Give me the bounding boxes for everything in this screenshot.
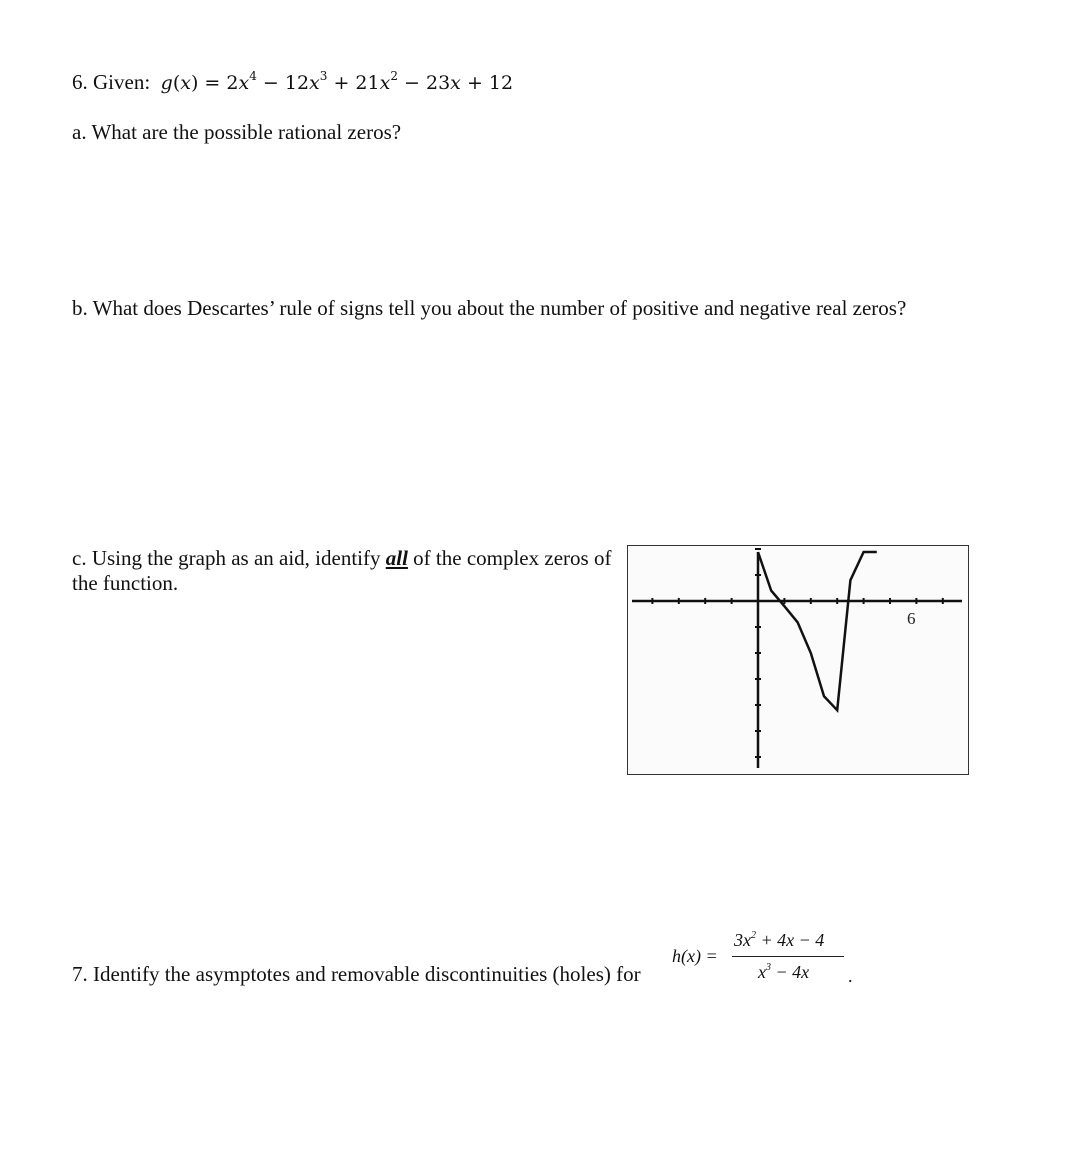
function-name: h(x) = — [672, 946, 718, 966]
period: . — [848, 966, 853, 986]
numerator: $3x^2 + 4x - 4$ — [734, 930, 825, 950]
axis-ticks — [652, 549, 942, 757]
denominator: $x^3 - 4x$ — [758, 962, 810, 982]
question-7: 7. Identify the asymptotes and removable discontinuities (holes) for — [72, 962, 641, 986]
question-6b: b. What does Descartes’ rule of signs tell you about the number of positive and negative real zeros? — [72, 296, 907, 320]
fraction-bar — [732, 956, 844, 957]
x-tick-label: 6 — [907, 609, 916, 628]
question-6-intro: 6. Given: — [72, 70, 151, 94]
function-graph — [627, 545, 969, 775]
question-6-header — [72, 70, 513, 95]
question-6a: a. What are the possible rational zeros? — [72, 120, 402, 144]
graph-svg — [628, 546, 967, 773]
question-6c: c. Using the graph as an aid, identify all of the complex zeros of the function. — [72, 546, 612, 595]
function-curve — [758, 552, 877, 710]
emphasis-all: all — [385, 546, 408, 570]
function-definition: $g(x) = 2x^4 - 12x^3 + 21x^2 - 23x + 12$ — [160, 69, 514, 94]
